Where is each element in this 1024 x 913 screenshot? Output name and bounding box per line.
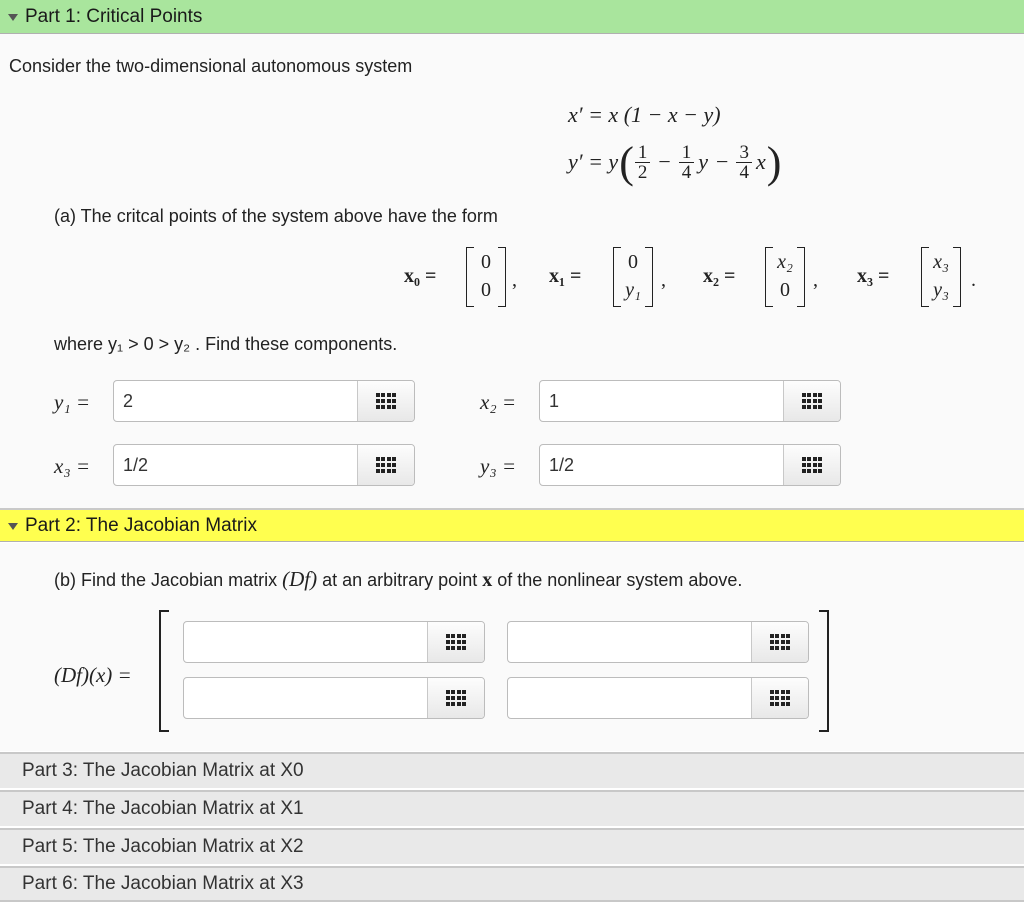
y3-field[interactable] <box>539 444 841 486</box>
where-text: where y₁ > 0 > y₂ . Find these components. <box>54 334 398 354</box>
x3-field[interactable] <box>113 444 415 486</box>
jacobian-cell-21[interactable] <box>183 677 485 719</box>
frac3-den: 4 <box>739 161 749 183</box>
jacobian-cell-22[interactable] <box>507 677 809 719</box>
jacobian-cell-12[interactable] <box>507 621 809 663</box>
part4-header[interactable]: Part 4: The Jacobian Matrix at X1 <box>0 790 1024 826</box>
jacobian-input-11[interactable] <box>184 622 428 662</box>
part1-title: Part 1: Critical Points <box>25 5 203 27</box>
question-a: (a) The critcal points of the system above have the form <box>54 206 498 226</box>
jacobian-keypad-button-21[interactable] <box>428 678 484 718</box>
point-x0: x₀ = 0 0 , <box>404 247 524 307</box>
frac1-den: 2 <box>637 161 648 183</box>
matrix-right-bracket <box>819 610 829 732</box>
x2-field[interactable] <box>539 380 841 422</box>
part5-header[interactable]: Part 5: The Jacobian Matrix at X2 <box>0 828 1024 864</box>
matrix-left-bracket <box>159 610 169 732</box>
keypad-grid-icon <box>376 457 396 473</box>
point-x2: x₂ = x₂ 0 , <box>703 247 833 307</box>
x3-keypad-button[interactable] <box>358 445 414 485</box>
jacobian-keypad-button-22[interactable] <box>752 678 808 718</box>
point-x3: x₃ = x₃ y₃ . <box>857 247 987 307</box>
label-x2: x₂ = <box>480 390 517 414</box>
jacobian-keypad-button-12[interactable] <box>752 622 808 662</box>
jacobian-keypad-button-11[interactable] <box>428 622 484 662</box>
x2-input[interactable]: 1 <box>540 381 784 421</box>
x3-input[interactable]: 1/2 <box>114 445 358 485</box>
frac1-num: 1 <box>635 143 651 163</box>
equation-2: y′ = y ( $\frac{1}{2}$ − $\frac{1}{4}$ y − $\frac{3}{4}$ x ) <box>568 137 782 187</box>
jacobian-lhs: (Df)(x) = <box>54 663 132 687</box>
frac2-num: 1 <box>679 143 695 163</box>
triangle-down-icon[interactable] <box>8 14 18 21</box>
label-x3: x₃ = <box>54 454 91 478</box>
y1-input[interactable]: 2 <box>114 381 358 421</box>
part3-header[interactable]: Part 3: The Jacobian Matrix at X0 <box>0 752 1024 788</box>
jacobian-cell-11[interactable] <box>183 621 485 663</box>
part1-header[interactable] <box>0 0 1024 34</box>
keypad-grid-icon <box>376 393 396 409</box>
keypad-grid-icon <box>802 457 822 473</box>
part2-header[interactable] <box>0 508 1024 542</box>
part1-panel <box>0 34 1024 508</box>
label-y1: y₁ = <box>54 390 91 414</box>
equation-1: x′ = x (1 − x − y) <box>568 102 721 127</box>
keypad-grid-icon <box>446 634 466 650</box>
part6-header[interactable]: Part 6: The Jacobian Matrix at X3 <box>0 866 1024 902</box>
y3-input[interactable]: 1/2 <box>540 445 784 485</box>
keypad-grid-icon <box>802 393 822 409</box>
keypad-grid-icon <box>770 634 790 650</box>
jacobian-input-12[interactable] <box>508 622 752 662</box>
x2-keypad-button[interactable] <box>784 381 840 421</box>
question-b: (b) Find the Jacobian matrix (Df) at an arbitrary point x of the nonlinear system above. <box>54 567 743 591</box>
part2-title: Part 2: The Jacobian Matrix <box>25 514 257 536</box>
jacobian-input-21[interactable] <box>184 678 428 718</box>
eq2-lhs: y′ = y <box>568 149 619 174</box>
part2-panel <box>0 543 1024 751</box>
jacobian-input-22[interactable] <box>508 678 752 718</box>
intro-text: Consider the two-dimensional autonomous system <box>9 56 413 76</box>
frac2-den: 4 <box>681 161 692 183</box>
keypad-grid-icon <box>770 690 790 706</box>
keypad-grid-icon <box>446 690 466 706</box>
y1-field[interactable] <box>113 380 415 422</box>
y3-keypad-button[interactable] <box>784 445 840 485</box>
label-y3: y₃ = <box>480 454 517 478</box>
triangle-down-icon[interactable] <box>8 523 18 530</box>
point-x1: x₁ = 0 y₁ , <box>549 247 679 307</box>
y1-keypad-button[interactable] <box>358 381 414 421</box>
frac3-num: 3 <box>736 143 752 163</box>
